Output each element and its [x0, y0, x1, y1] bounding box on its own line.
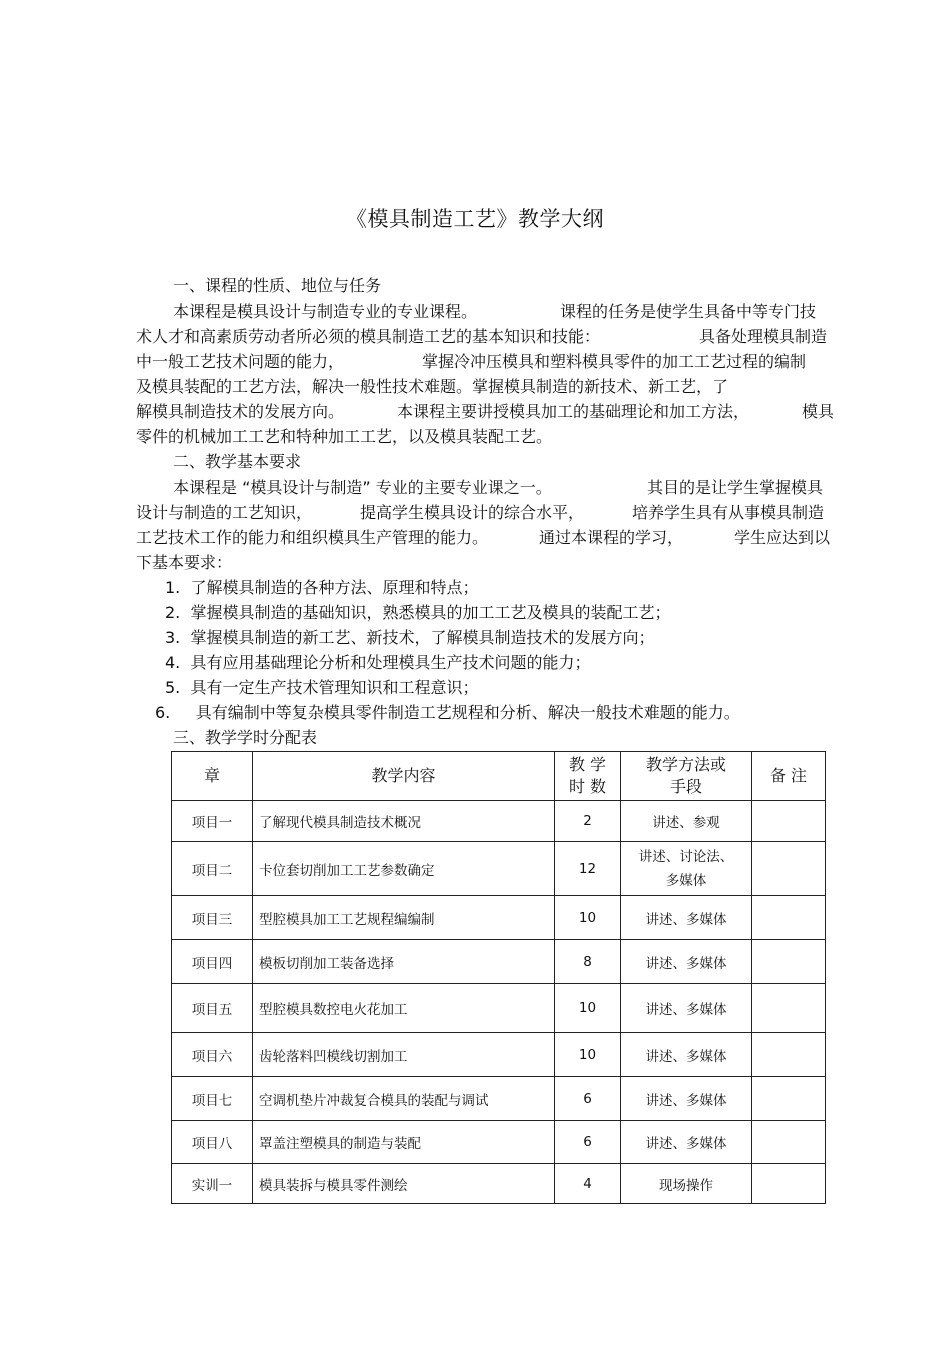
section2-line-2 — [136, 503, 824, 523]
cell-method-line-2: 多媒体 — [665, 872, 707, 889]
cell-hours: 6 — [555, 1077, 621, 1121]
text-segment: 模具 — [801, 402, 834, 421]
text-segment: 中一般工艺技术问题的能力， — [136, 352, 345, 371]
section1-line-2 — [136, 327, 827, 347]
cell-method: 讲述、多媒体 — [621, 1077, 752, 1121]
cell-remark — [752, 940, 826, 984]
cell-hours: 12 — [555, 842, 621, 896]
requirement-number: 4. — [165, 653, 181, 672]
cell-content: 型腔模具加工工艺规程编编制 — [253, 896, 555, 940]
section1-heading: 一、课程的性质、地位与任务 — [173, 276, 382, 295]
table-row — [172, 940, 826, 984]
header-hours-line-1: 教 学 — [568, 755, 607, 774]
section1-line-3 — [136, 352, 806, 372]
cell-content: 齿轮落料凹模线切割加工 — [253, 1033, 555, 1077]
requirement-text: 掌握模具制造的基础知识，熟悉模具的加工工艺及模具的装配工艺； — [190, 603, 671, 622]
cell-chapter: 项目二 — [172, 842, 253, 896]
cell-chapter: 项目七 — [172, 1077, 253, 1121]
cell-remark — [752, 1077, 826, 1121]
cell-hours: 2 — [555, 801, 621, 842]
text-segment: 本课程是 “模具设计与制造” 专业的主要专业课之一。 — [173, 478, 552, 497]
cell-content: 空调机垫片冲裁复合模具的装配与调试 — [253, 1077, 555, 1121]
cell-hours: 4 — [555, 1164, 621, 1204]
cell-method: 讲述、参观 — [621, 801, 752, 842]
requirement-item — [165, 578, 478, 598]
requirement-item — [165, 653, 590, 673]
requirement-number: 2. — [165, 603, 181, 622]
cell-chapter: 实训一 — [172, 1164, 253, 1204]
requirement-number: 6. — [155, 703, 171, 722]
text-segment: 解模具制造技术的发展方向。 — [136, 402, 345, 421]
cell-content: 模板切削加工装备选择 — [253, 940, 555, 984]
text-segment: 具备处理模具制造 — [698, 327, 827, 346]
cell-content: 型腔模具数控电火花加工 — [253, 984, 555, 1033]
requirement-number: 1. — [165, 578, 181, 597]
cell-chapter: 项目四 — [172, 940, 253, 984]
header-method — [621, 752, 752, 801]
table-header-row — [172, 752, 826, 801]
requirement-text: 具有应用基础理论分析和处理模具生产技术问题的能力； — [190, 653, 591, 672]
cell-hours: 10 — [555, 984, 621, 1033]
header-method-line-2: 手段 — [669, 777, 702, 796]
cell-method: 讲述、多媒体 — [621, 1033, 752, 1077]
cell-hours: 8 — [555, 940, 621, 984]
text-segment: 学生应达到以 — [733, 528, 830, 547]
text-segment: 提高学生模具设计的综合水平， — [359, 503, 584, 522]
cell-remark — [752, 1164, 826, 1204]
cell-method: 讲述、多媒体 — [621, 940, 752, 984]
requirement-number: 3. — [165, 628, 181, 647]
section1-line-5 — [136, 402, 834, 422]
cell-remark — [752, 1121, 826, 1164]
cell-content: 罩盖注塑模具的制造与装配 — [253, 1121, 555, 1164]
requirement-item — [165, 603, 670, 623]
section2-line-1 — [173, 478, 823, 498]
header-method-line-1: 教学方法或 — [645, 755, 726, 774]
cell-remark — [752, 984, 826, 1033]
table-row — [172, 1077, 826, 1121]
section3-heading: 三、教学学时分配表 — [173, 728, 318, 747]
section2-heading: 二、教学基本要求 — [173, 452, 302, 471]
requirement-text: 掌握模具制造的新工艺、新技术，了解模具制造技术的发展方向； — [190, 628, 655, 647]
cell-method: 讲述、多媒体 — [621, 896, 752, 940]
header-remark: 备 注 — [752, 752, 826, 801]
table-row — [172, 1164, 826, 1204]
requirement-item — [165, 678, 478, 698]
cell-method: 讲述、多媒体 — [621, 984, 752, 1033]
text-segment: 通过本课程的学习， — [538, 528, 683, 547]
header-hours-line-2: 时 数 — [568, 777, 607, 796]
cell-content: 模具装拆与模具零件测绘 — [253, 1164, 555, 1204]
text-segment: 本课程是模具设计与制造专业的专业课程。 — [173, 302, 478, 321]
requirement-item — [155, 703, 740, 723]
cell-method — [621, 842, 752, 896]
requirement-text: 具有一定生产技术管理知识和工程意识； — [190, 678, 479, 697]
text-segment: 其目的是让学生掌握模具 — [646, 478, 823, 497]
requirement-item — [165, 628, 654, 648]
cell-method: 讲述、多媒体 — [621, 1121, 752, 1164]
table-row — [172, 842, 826, 896]
header-content: 教学内容 — [253, 752, 555, 801]
requirement-number: 5. — [165, 678, 181, 697]
text-segment: 本课程主要讲授模具加工的基础理论和加工方法， — [396, 402, 749, 421]
cell-hours: 10 — [555, 1033, 621, 1077]
header-chapter: 章 — [172, 752, 253, 801]
section2-line-3 — [136, 528, 830, 548]
cell-remark — [752, 842, 826, 896]
cell-method-line-1: 讲述、讨论法、 — [638, 848, 734, 865]
section1-line-1 — [173, 302, 816, 322]
teaching-hours-table — [171, 751, 826, 1204]
table-row — [172, 896, 826, 940]
table-row — [172, 1121, 826, 1164]
cell-content: 了解现代模具制造技术概况 — [253, 801, 555, 842]
text-segment: 术人才和高素质劳动者所必须的模具制造工艺的基本知识和技能： — [136, 327, 601, 346]
text-segment: 工艺技术工作的能力和组织模具生产管理的能力。 — [136, 528, 489, 547]
text-segment: 设计与制造的工艺知识， — [136, 503, 313, 522]
requirement-text: 具有编制中等复杂模具零件制造工艺规程和分析、解决一般技术难题的能力。 — [195, 703, 740, 722]
text-segment: 课程的任务是使学生具备中等专门技 — [559, 302, 816, 321]
cell-remark — [752, 1033, 826, 1077]
table-row — [172, 1033, 826, 1077]
text-segment: 掌握冷冲压模具和塑料模具零件的加工工艺过程的编制 — [421, 352, 806, 371]
cell-content: 卡位套切削加工工艺参数确定 — [253, 842, 555, 896]
cell-chapter: 项目五 — [172, 984, 253, 1033]
requirement-text: 了解模具制造的各种方法、原理和特点； — [190, 578, 479, 597]
cell-chapter: 项目三 — [172, 896, 253, 940]
cell-hours: 10 — [555, 896, 621, 940]
section2-line-4: 下基本要求： — [136, 553, 233, 572]
cell-remark — [752, 801, 826, 842]
header-hours — [555, 752, 621, 801]
table-row — [172, 801, 826, 842]
cell-hours: 6 — [555, 1121, 621, 1164]
cell-chapter: 项目六 — [172, 1033, 253, 1077]
cell-method: 现场操作 — [621, 1164, 752, 1204]
section1-line-4: 及模具装配的工艺方法，解决一般性技术难题。掌握模具制造的新技术、新工艺，了 — [136, 377, 729, 396]
cell-chapter: 项目一 — [172, 801, 253, 842]
table-row — [172, 984, 826, 1033]
cell-remark — [752, 896, 826, 940]
document-title: 《模具制造工艺》教学大纲 — [346, 207, 604, 231]
text-segment: 培养学生具有从事模具制造 — [631, 503, 824, 522]
cell-chapter: 项目八 — [172, 1121, 253, 1164]
section1-line-6: 零件的机械加工工艺和特种加工工艺，以及模具装配工艺。 — [136, 427, 553, 446]
